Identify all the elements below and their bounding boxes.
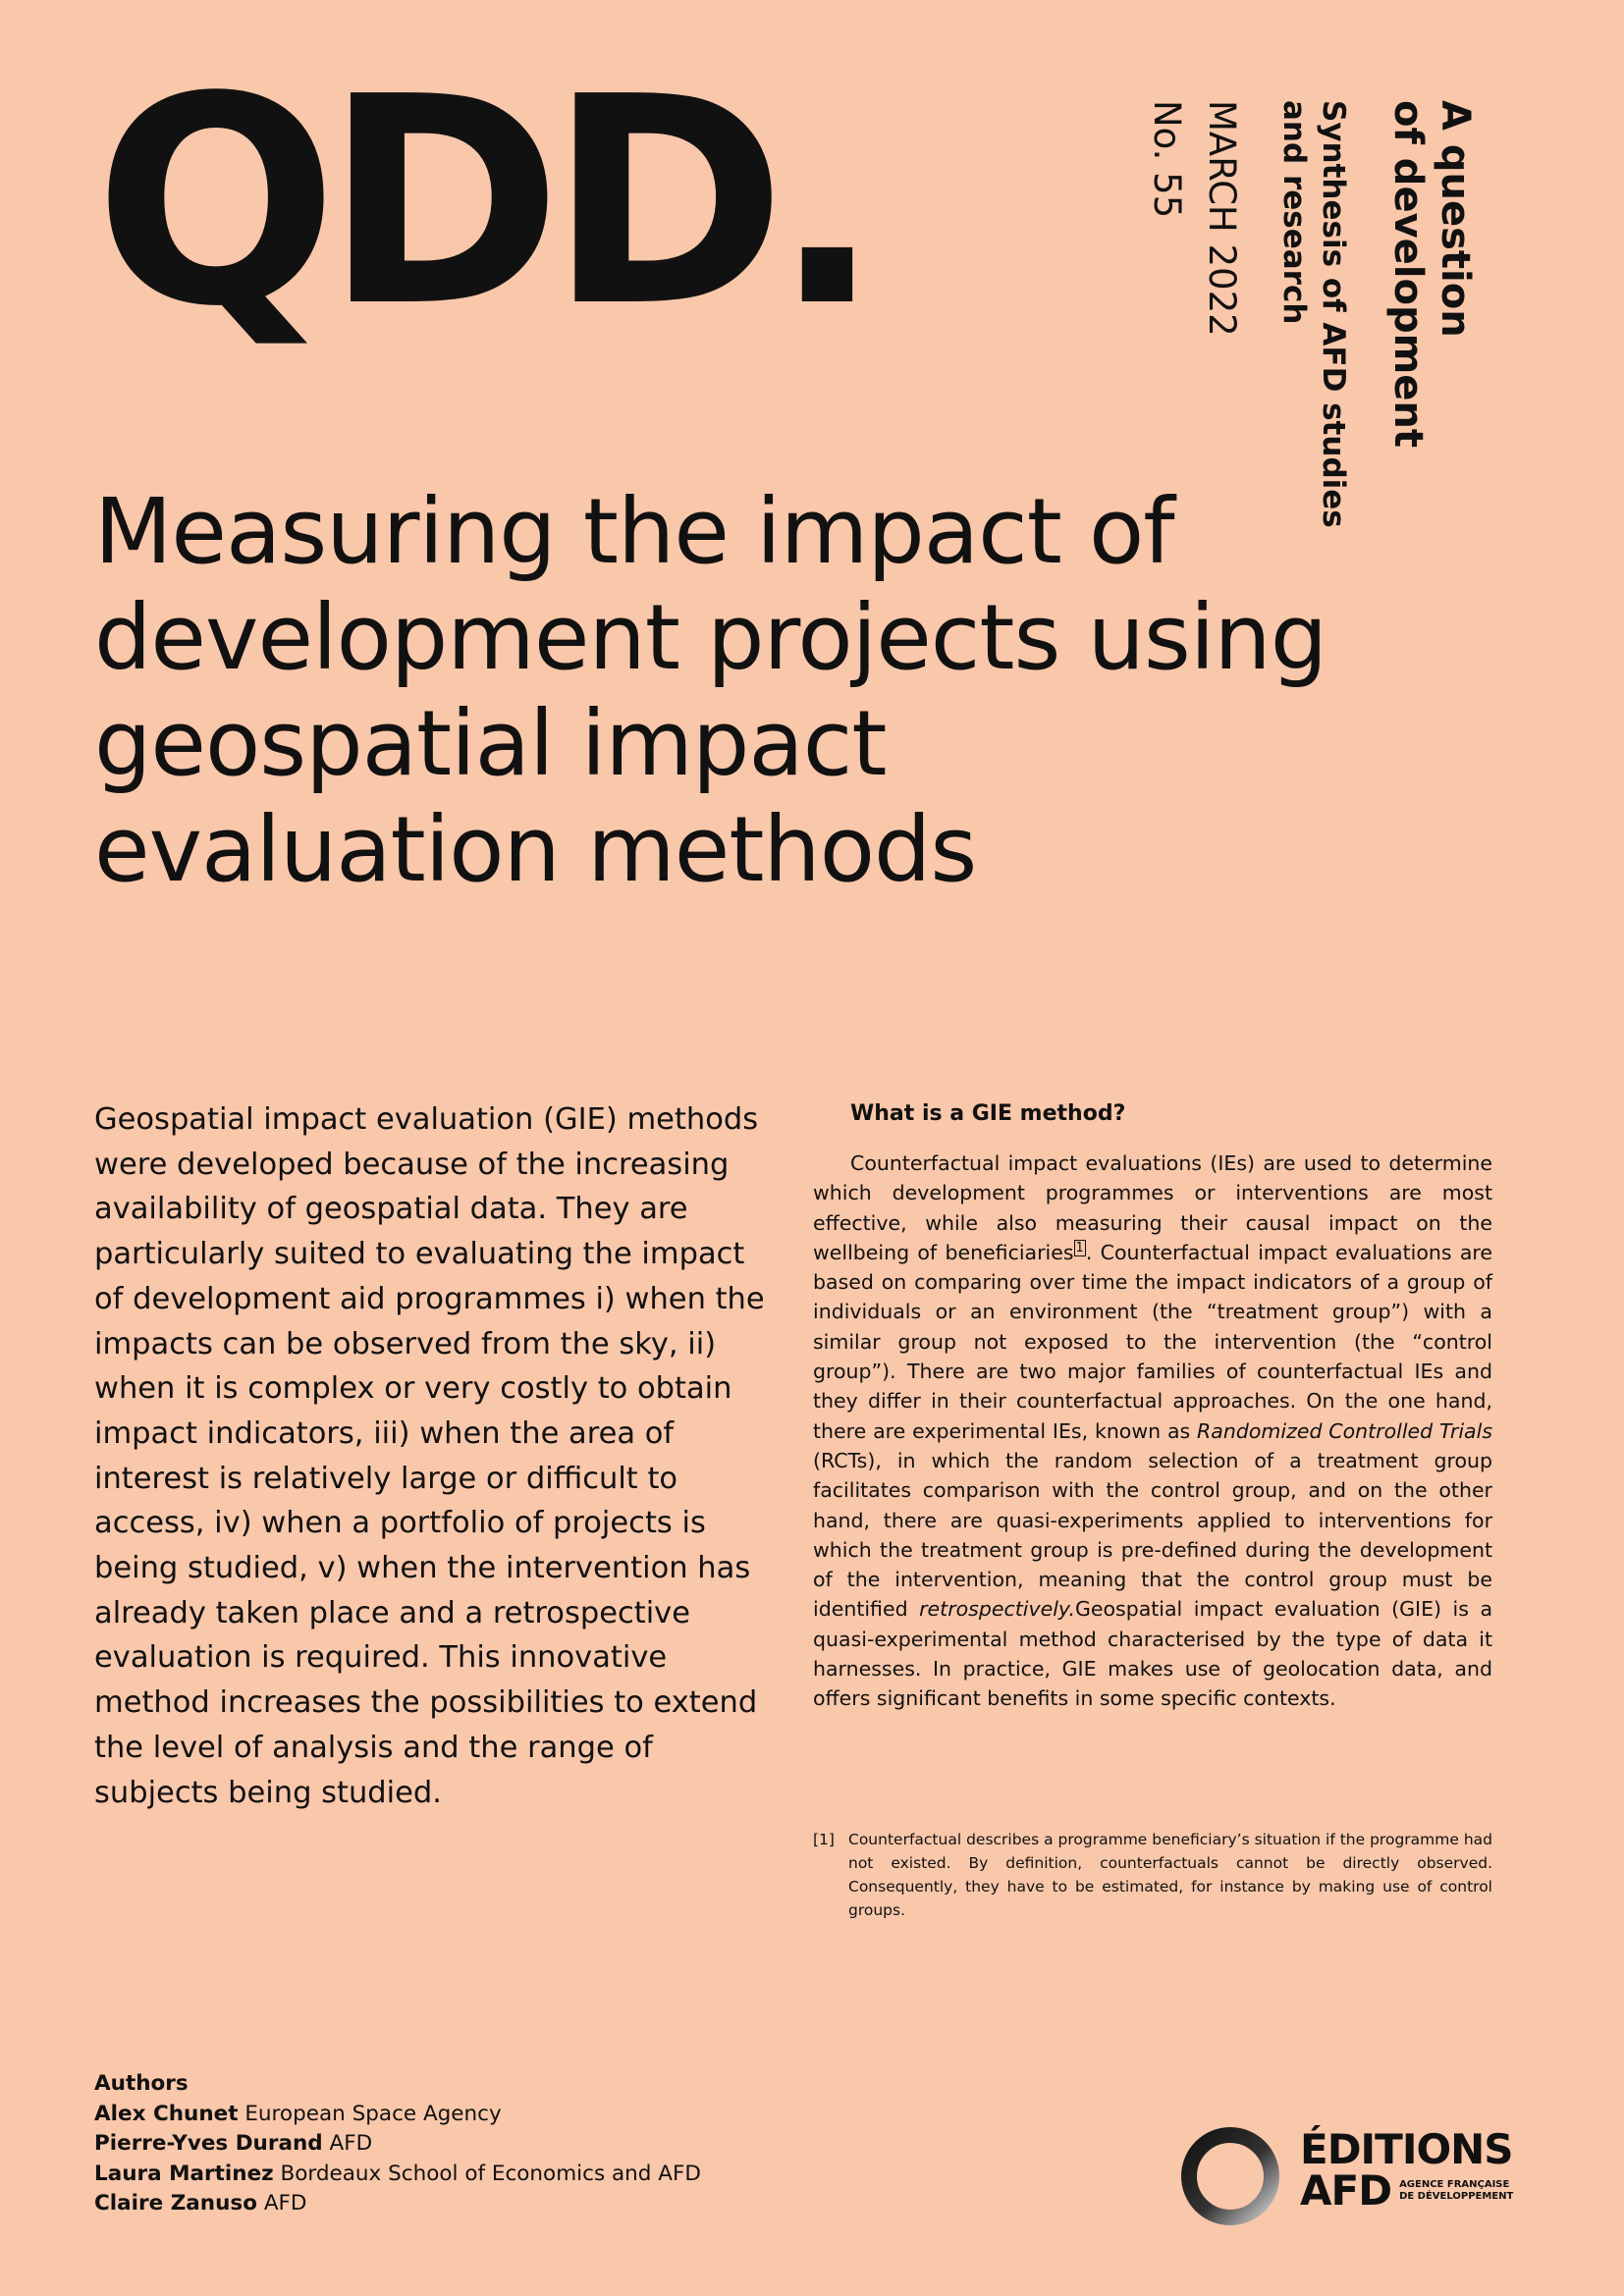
- authors-heading: Authors: [94, 2071, 189, 2096]
- author-name: Pierre-Yves Durand: [94, 2131, 323, 2156]
- publisher-abbr: AFD: [1300, 2166, 1392, 2215]
- authors-block: [94, 2069, 701, 2219]
- issue-date: MARCH 2022: [1201, 100, 1243, 337]
- section-heading: What is a GIE method?: [850, 1101, 1126, 1126]
- retrospective-term: retrospectively.: [919, 1597, 1075, 1622]
- footnote-mark: [1]: [813, 1831, 835, 1848]
- author-name: Claire Zanuso: [94, 2191, 257, 2216]
- body-part-4: Geospatial impact evaluation (GIE) is a quasi-experimental method characterised by the type of data it harnesses. In practice, GIE makes use of geolocation data, and offers significant benefits in some specific contexts.: [813, 1597, 1493, 1711]
- author-entry: [94, 2189, 701, 2219]
- publisher-full-name: [1399, 2179, 1527, 2203]
- qdd-logo: QDD.: [94, 35, 868, 369]
- author-affiliation: AFD: [322, 2131, 373, 2156]
- series-description: [1274, 100, 1353, 528]
- synthesis-line-2: and research: [1276, 100, 1312, 325]
- issue-number: No. 55: [1146, 100, 1188, 219]
- abstract: Geospatial impact evaluation (GIE) methods were developed because of the increasing availability of geospatial data. They are particularly suited to evaluating the impact of development aid programmes i) when the impacts can be observed from the sky, ii) when it is complex or very costly to obtain impact indicators, iii) when the area of interest is relatively large or difficult to access, iv) when a portfolio of projects is being studied, v) when the intervention has already taken place and a retrospective evaluation is required. This innovative method increases the possibilities to extend the level of analysis and the range of subjects being studied.: [94, 1102, 765, 1810]
- author-entry: [94, 2100, 701, 2130]
- author-entry: [94, 2129, 701, 2160]
- author-affiliation: AFD: [256, 2191, 307, 2216]
- publisher-ring-icon: [1176, 2122, 1284, 2230]
- footnote: [813, 1828, 1492, 1922]
- author-name: Alex Chunet: [94, 2101, 239, 2126]
- body-part-2: . Counterfactual impact evaluations are based on comparing over time the impact indicators of a group of individuals or an environment (the “treatment group”) with a similar group not exposed to the intervention (the “control group”). There are two major families of counterfactual IEs and they differ in their counterfactual approaches. On the one hand, there are experimental IEs, known as: [813, 1240, 1492, 1443]
- author-name: Laura Martinez: [94, 2161, 274, 2186]
- publisher-full-line-2: DE DÉVELOPPEMENT: [1399, 2191, 1514, 2202]
- publisher-full-line-1: AGENCE FRANÇAISE: [1399, 2179, 1510, 2190]
- author-affiliation: European Space Agency: [238, 2101, 502, 2126]
- rct-term: Randomized Controlled Trials: [1197, 1418, 1492, 1443]
- footnote-reference[interactable]: 1: [1075, 1241, 1084, 1256]
- body-part-1: Counterfactual impact evaluations (IEs) are used to determine which development programmes or interventions are most effective, while also measuring their causal impact on the wellbeing of beneficiaries: [813, 1151, 1492, 1264]
- author-affiliation: Bordeaux School of Economics and AFD: [273, 2161, 701, 2186]
- footnote-text: Counterfactual describes a programme beneficiary’s situation if the programme had not existed. By definition, counterfactuals cannot be directly observed. Consequently, they have to be estimated, for instance by making use of control groups.: [848, 1831, 1492, 1919]
- publisher-logo: [1176, 2120, 1514, 2228]
- body-part-3: (RCTs), in which the random selection of a treatment group facilitates comparison with the control group, and on the other hand, there are quasi-experiments applied to interventions for which the treatment group is pre-defined during the development of the intervention, meaning that the control group must be identified: [813, 1448, 1492, 1622]
- series-name: [1384, 100, 1479, 448]
- series-line-2: of development: [1385, 100, 1431, 449]
- issue-info: [1139, 100, 1249, 337]
- synthesis-line-1: Synthesis of AFD studies: [1316, 100, 1351, 528]
- series-line-1: A question: [1433, 100, 1478, 338]
- author-entry: [94, 2160, 701, 2190]
- section-body: [813, 1148, 1492, 1714]
- page-title: Measuring the impact of development projects using geospatial impact evaluation methods: [94, 479, 1327, 902]
- publisher-name: ÉDITIONS: [1300, 2125, 1513, 2173]
